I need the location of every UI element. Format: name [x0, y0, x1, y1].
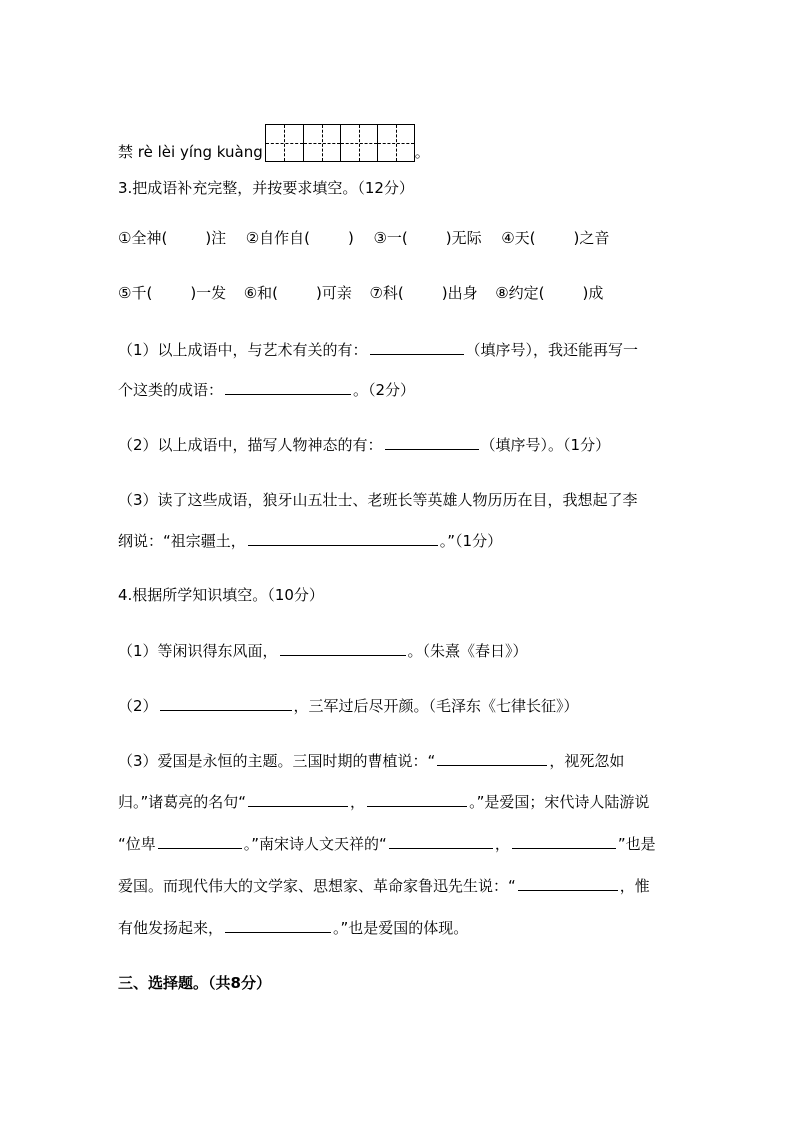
idiom-1-right: )注 [205, 229, 227, 247]
grid-cell[interactable] [266, 125, 303, 161]
q3-sub2-text-a: （2）以上成语中，描写人物神态的有： [118, 436, 383, 454]
q4-sub3-text-d: ， [350, 793, 366, 811]
idiom-4-right: )之音 [573, 229, 610, 247]
q3-sub3-line2 [118, 531, 502, 551]
q4-sub3-text-f: “位卑 [118, 835, 156, 853]
q4-sub3-line3 [118, 834, 656, 854]
idiom-8-right: )成 [582, 284, 604, 302]
q4-sub3-line1 [118, 751, 624, 771]
idiom-row-2 [118, 283, 603, 303]
idiom-2-right: ) [348, 229, 354, 247]
q3-sub1-text-a: （1）以上成语中，与艺术有关的有： [118, 341, 368, 359]
grid-cell[interactable] [377, 125, 414, 161]
q4-sub3-text-b: ，视死忽如 [549, 752, 625, 770]
q4-sub3-text-j: 爱国。而现代伟大的文学家、思想家、革命家鲁迅先生说：“ [118, 877, 516, 895]
grid-cell[interactable] [340, 125, 377, 161]
q3-sub2 [118, 435, 610, 455]
idiom-3-left: ③一( [373, 229, 408, 247]
q4-sub3-text-i: ”也是 [617, 835, 656, 853]
answer-blank[interactable] [389, 834, 493, 849]
answer-blank[interactable] [160, 696, 292, 711]
q4-sub3-text-c: 归。”诸葛亮的名句“ [118, 793, 247, 811]
idiom-1-left: ①全神( [118, 229, 168, 247]
q4-sub2-text-a: （2） [118, 697, 158, 715]
pinyin-text: rè lèi yíng kuàng [137, 143, 263, 161]
pinyin-line [118, 124, 430, 162]
writing-grid[interactable] [265, 124, 415, 162]
q4-sub1-text-a: （1）等闲识得东风面， [118, 642, 278, 660]
idiom-5-left: ⑤千( [118, 284, 153, 302]
idiom-7-left: ⑦科( [369, 284, 404, 302]
q4-sub3-text-m: 。”也是爱国的体现。 [333, 919, 469, 937]
idiom-row-1 [118, 228, 609, 248]
idiom-2-left: ②自作自( [245, 229, 311, 247]
q3-sub1-line2 [118, 380, 415, 400]
idiom-7-right: )出身 [441, 284, 478, 302]
answer-blank[interactable] [518, 876, 618, 891]
q4-sub1-text-b: 。（朱熹《春日》） [407, 642, 528, 660]
q4-sub3-line2 [118, 792, 649, 812]
answer-blank[interactable] [158, 834, 242, 849]
answer-blank[interactable] [385, 435, 479, 450]
q4-sub2 [118, 696, 579, 716]
q4-sub2-text-b: ，三军过后尽开颜。（毛泽东《七律长征》） [293, 697, 579, 715]
grid-cell[interactable] [303, 125, 340, 161]
q3-sub3-text-c: 。”（1分） [439, 532, 503, 550]
q4-sub3-text-g: 。”南宋诗人文天祥的“ [243, 835, 387, 853]
q3-sub1-text-b: （填序号），我还能再写一 [465, 341, 639, 359]
answer-blank[interactable] [367, 792, 467, 807]
q3-title: 3.把成语补充完整，并按要求填空。（12分） [118, 179, 414, 197]
q4-sub3-text-e: 。”是爱国；宋代诗人陆游说 [469, 793, 650, 811]
q3-sub3-line1: （3）读了这些成语，狼牙山五壮士、老班长等英雄人物历历在目，我想起了李 [118, 491, 638, 509]
answer-blank[interactable] [225, 380, 351, 395]
q4-sub3-text-k: ，惟 [619, 877, 650, 895]
idiom-6-right: )可亲 [316, 284, 352, 302]
idiom-6-left: ⑥和( [243, 284, 279, 302]
q4-sub1 [118, 641, 528, 661]
q4-sub3-line4 [118, 876, 650, 896]
idiom-4-left: ④天( [501, 229, 536, 247]
section-3-heading: 三、选择题。（共8分） [118, 974, 271, 992]
pinyin-end: 。 [414, 143, 430, 161]
q4-title: 4.根据所学知识填空。（10分） [118, 586, 324, 604]
q4-sub3-line5 [118, 918, 468, 938]
q4-sub3-text-h: ， [494, 835, 510, 853]
q3-sub2-text-b: （填序号）。（1分） [480, 436, 611, 454]
answer-blank[interactable] [248, 531, 438, 546]
idiom-8-left: ⑧约定( [495, 284, 545, 302]
pinyin-char: 禁 [118, 143, 134, 161]
q3-sub1-text-d: 。（2分） [353, 381, 416, 399]
q3-sub1-text-c: 个这类的成语： [118, 381, 224, 399]
q4-sub3-text-a: （3）爱国是永恒的主题。三国时期的曹植说：“ [118, 752, 436, 770]
idiom-5-right: )一发 [190, 284, 227, 302]
q3-sub1-line1 [118, 340, 638, 360]
answer-blank[interactable] [248, 792, 348, 807]
answer-blank[interactable] [280, 641, 406, 656]
q3-sub3-text-b: 纲说：“祖宗疆土， [118, 532, 246, 550]
q4-sub3-text-l: 有他发扬起来， [118, 919, 224, 937]
answer-blank[interactable] [225, 918, 331, 933]
idiom-3-right: )无际 [445, 229, 482, 247]
answer-blank[interactable] [370, 340, 464, 355]
answer-blank[interactable] [437, 751, 547, 766]
answer-blank[interactable] [512, 834, 616, 849]
